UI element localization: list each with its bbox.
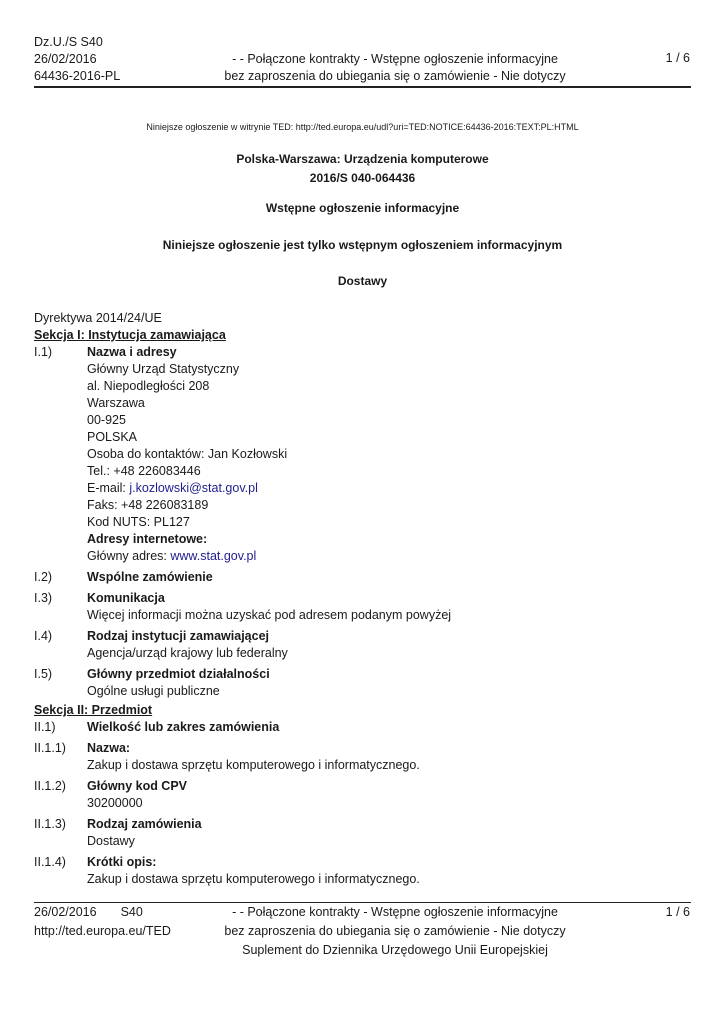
authority-street: al. Niepodległości 208 <box>87 379 210 393</box>
footer-supplement: Suplement do Dziennika Urzędowego Unii Europejskiej <box>242 943 548 957</box>
title-notice-number: 2016/S 040-064436 <box>309 171 416 185</box>
item-number: I.5) <box>34 667 53 681</box>
item-number: I.4) <box>34 629 53 643</box>
main-address-link[interactable]: www.stat.gov.pl <box>170 549 257 563</box>
item-number: I.1) <box>34 345 53 359</box>
ted-notice-link[interactable]: Niniejsze ogłoszenie w witrynie TED: http://ted.europa.eu/udl?uri=TED:NOTICE:64436-2016:TEXT:PL:HTML <box>146 122 579 132</box>
authority-city: Warszawa <box>87 396 145 410</box>
item-heading: Rodzaj zamówienia <box>87 817 202 831</box>
section-2-title: Sekcja II: Przedmiot <box>34 703 153 717</box>
footer-title-line1: - - Połączone kontrakty - Wstępne ogłoszenie informacyjne <box>232 905 558 919</box>
header-title-line1: - - Połączone kontrakty - Wstępne ogłoszenie informacyjne <box>232 52 558 66</box>
item-heading: Główny przedmiot działalności <box>87 667 270 681</box>
footer-reference <box>34 903 171 941</box>
notice-note: Niniejsze ogłoszenie jest tylko wstępnym ogłoszeniem informacyjnym <box>162 238 563 252</box>
item-number: I.3) <box>34 591 53 605</box>
item-heading: Główny kod CPV <box>87 779 188 793</box>
header-journal-ref: Dz.U./S S40 <box>34 35 103 49</box>
email-label: E-mail: <box>87 481 130 495</box>
nuts-code: Kod NUTS: PL127 <box>87 515 190 529</box>
main-address-label: Główny adres: <box>87 549 171 563</box>
header-page-number: 1 / 6 <box>665 51 690 65</box>
authority-postcode: 00-925 <box>87 413 126 427</box>
item-heading: Nazwa: <box>87 741 131 755</box>
directive: Dyrektywa 2014/24/UE <box>34 311 162 325</box>
item-text: Agencja/urząd krajowy lub federalny <box>87 646 288 660</box>
item-text: Zakup i dostawa sprzętu komputerowego i informatycznego. <box>87 872 420 886</box>
item-number: II.1.1) <box>34 741 66 755</box>
item-i3 <box>34 590 691 624</box>
footer-title-line2: bez zaproszenia do ubiegania się o zamówienie - Nie dotyczy <box>224 924 566 938</box>
item-heading: Wielkość lub zakres zamówienia <box>87 720 280 734</box>
notice-type: Wstępne ogłoszenie informacyjne <box>265 201 460 215</box>
item-i5 <box>34 666 691 700</box>
item-heading: Nazwa i adresy <box>87 345 177 359</box>
item-i1 <box>34 344 691 565</box>
telephone: Tel.: +48 226083446 <box>87 464 201 478</box>
item-text: Ogólne usługi publiczne <box>87 684 220 698</box>
email-link[interactable]: j.kozlowski@stat.gov.pl <box>129 481 258 495</box>
item-heading: Wspólne zamówienie <box>87 570 213 584</box>
header-title <box>200 51 590 85</box>
item-heading: Komunikacja <box>87 591 165 605</box>
item-text: Zakup i dostawa sprzętu komputerowego i informatycznego. <box>87 758 420 772</box>
item-text: Dostawy <box>87 834 135 848</box>
footer-series: S40 <box>120 905 143 919</box>
main-address-line <box>87 548 691 565</box>
footer-url[interactable]: http://ted.europa.eu/TED <box>34 924 171 938</box>
item-ii1 <box>34 719 691 736</box>
item-ii11 <box>34 740 691 774</box>
header-notice-id: 64436-2016-PL <box>34 69 121 83</box>
email-line <box>87 480 691 497</box>
item-ii12 <box>34 778 691 812</box>
item-number: II.1.3) <box>34 817 66 831</box>
item-number: II.1.4) <box>34 855 66 869</box>
authority-country: POLSKA <box>87 430 138 444</box>
item-number: II.1) <box>34 720 56 734</box>
header-date: 26/02/2016 <box>34 52 97 66</box>
item-text: 30200000 <box>87 796 143 810</box>
footer-page-number: 1 / 6 <box>665 905 690 919</box>
item-i4 <box>34 628 691 662</box>
item-ii14 <box>34 854 691 888</box>
item-number: II.1.2) <box>34 779 66 793</box>
contract-type: Dostawy <box>337 274 388 288</box>
footer-date: 26/02/2016 <box>34 905 97 919</box>
header-reference <box>34 34 120 85</box>
header-divider <box>34 86 691 88</box>
contact-person: Osoba do kontaktów: Jan Kozłowski <box>87 447 288 461</box>
notice-body <box>34 310 691 888</box>
section-1-title: Sekcja I: Instytucja zamawiająca <box>34 328 226 342</box>
fax: Faks: +48 226083189 <box>87 498 209 512</box>
item-text: Więcej informacji można uzyskać pod adresem podanym powyżej <box>87 608 452 622</box>
title-location-subject: Polska-Warszawa: Urządzenia komputerowe <box>236 152 489 166</box>
item-number: I.2) <box>34 570 53 584</box>
internet-addresses-heading: Adresy internetowe: <box>87 532 208 546</box>
authority-name: Główny Urząd Statystyczny <box>87 362 240 376</box>
header-title-line2: bez zaproszenia do ubiegania się o zamówienie - Nie dotyczy <box>224 69 566 83</box>
document-title <box>0 150 725 188</box>
item-heading: Krótki opis: <box>87 855 157 869</box>
footer-title <box>200 903 590 960</box>
item-ii13 <box>34 816 691 850</box>
item-heading: Rodzaj instytucji zamawiającej <box>87 629 270 643</box>
item-i2 <box>34 569 691 586</box>
